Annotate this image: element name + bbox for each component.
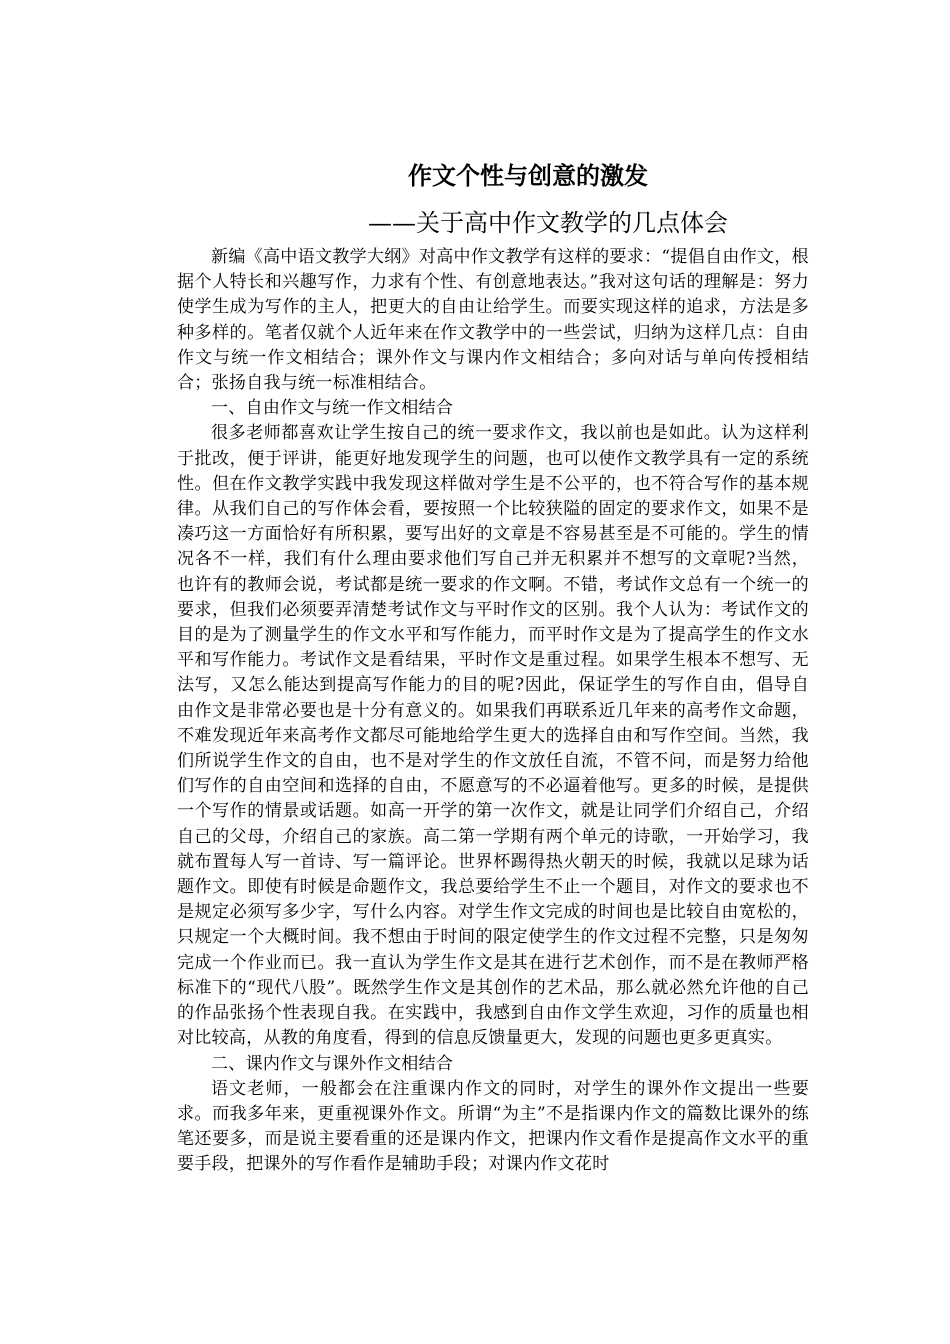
document-page bbox=[177, 0, 809, 1344]
section-1-paragraph: 很多老师都喜欢让学生按自己的统一要求作文，我以前也是如此。认为这样利于批改，便于评讲，能更好地发现学生的问题，也可以使作文教学具有一定的系统性。但在作文教学实践中我发现这样做对学生是不公平的，也不符合写作的基本规律。从我们自己的写作体会看，要按照一个比较狭隘的固定的要求作文，如果不是凑巧这一方面恰好有所积累，要写出好的文章是不容易甚至是不可能的。学生的情况各不一样，我们有什么理由要求他们写自己并无积累并不想写的文章呢?当然，也许有的教师会说，考试都是统一要求的作文啊。不错，考试作文总有一个统一的要求，但我们必须要弄清楚考试作文与平时作文的区别。我个人认为：考试作文的目的是为了测量学生的作文水平和写作能力，而平时作文是为了提高学生的作文水平和写作能力。考试作文是看结果，平时作文是重过程。如果学生根本不想写、无法写，又怎么能达到提高写作能力的目的呢?因此，保证学生的写作自由，倡导自由作文是非常必要也是十分有意义的。如果我们再联系近几年来的高考作文命题，不难发现近年来高考作文都尽可能地给学生更大的选择自由和写作空间。当然，我们所说学生作文的自由，也不是对学生的作文放任自流，不管不问，而是努力给他们写作的自由空间和选择的自由，不愿意写的不必逼着他写。更多的时候，是提供一个写作的情景或话题。如高一开学的第一次作文，就是让同学们介绍自己，介绍自己的父母，介绍自己的家族。高二第一学期有两个单元的诗歌，一开始学习，我就布置每人写一首诗、写一篇评论。世界杯踢得热火朝天的时候，我就以足球为话题作文。即使有时候是命题作文，我总要给学生不止一个题目，对作文的要求也不是规定必须写多少字，写什么内容。对学生作文完成的时间也是比较自由宽松的，只规定一个大概时间。我不想由于时间的限定使学生的作文过程不完整，只是匆匆完成一个作业而已。我一直认为学生作文是其在进行艺术创作，而不是在教师严格标准下的“现代八股”。既然学生作文是其创作的艺术品，那么就必然允许他的自己的作品张扬个性表现自我。在实践中，我感到自由作文学生欢迎，习作的质量也相对比较高，从教的角度看，得到的信息反馈量更大，发现的问题也更多更真实。 bbox=[177, 423, 809, 1049]
document-title: 作文个性与创意的激发 bbox=[408, 161, 648, 190]
intro-paragraph: 新编《高中语文教学大纲》对高中作文教学有这样的要求：“提倡自由作文，根据个人特长和兴趣写作，力求有个性、有创意地表达。”我对这句话的理解是：努力使学生成为写作的主人，把更大的自由让给学生。而要实现这样的追求，方法是多种多样的。笔者仅就个人近年来在作文教学中的一些尝试，归纳为这样几点：自由作文与统一作文相结合；课外作文与课内作文相结合；多向对话与单向传授相结合；张扬自我与统一标准相结合。 bbox=[177, 247, 809, 394]
document-subtitle: ——关于高中作文教学的几点体会 bbox=[368, 209, 728, 237]
section-2-paragraph: 语文老师，一般都会在注重课内作文的同时，对学生的课外作文提出一些要求。而我多年来，更重视课外作文。所谓“为主”不是指课内作文的篇数比课外的练笔还要多，而是说主要看重的还是课内作文，把课内作文看作是提高作文水平的重要手段，把课外的写作看作是辅助手段；对课内作文花时 bbox=[177, 1078, 809, 1175]
document-body bbox=[177, 245, 809, 1178]
section-2-heading: 二、课内作文与课外作文相结合 bbox=[211, 1053, 454, 1074]
section-1-heading: 一、自由作文与统一作文相结合 bbox=[211, 398, 454, 419]
